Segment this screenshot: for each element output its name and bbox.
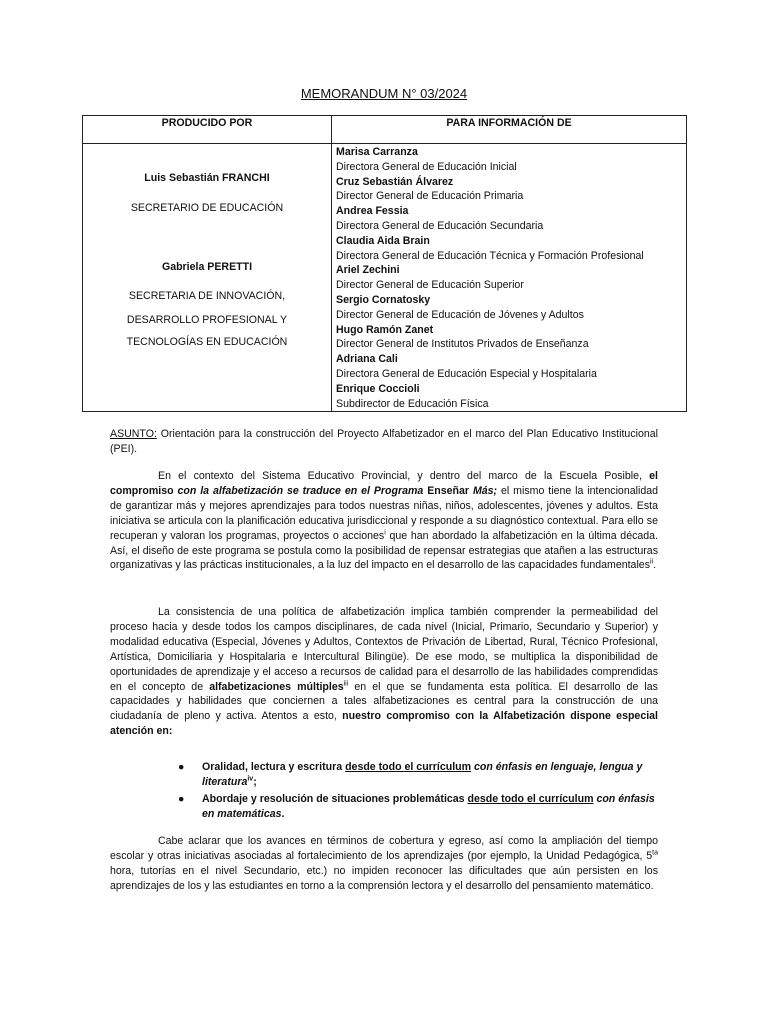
superscript: ta <box>652 849 658 857</box>
producer-role-2-line2: DESARROLLO PROFESIONAL Y <box>126 314 288 326</box>
recipient-role: Directora General de Educación Especial y Hospitalaria <box>336 367 597 380</box>
bullet-icon: ● <box>178 761 185 773</box>
p1-bold: el compromiso <box>110 470 658 497</box>
recipients-cell <box>332 144 687 412</box>
memo-title: MEMORANDUM N° 03/2024 <box>300 86 468 101</box>
paragraph-2 <box>110 605 658 739</box>
col-for-information: PARA INFORMACIÓN DE <box>332 116 687 144</box>
subject-paragraph <box>110 427 658 457</box>
bullet-text: Abordaje y resolución de situaciones problemáticas <box>202 792 468 805</box>
memo-header-table <box>82 115 687 412</box>
p2-bold-term: alfabetizaciones múltiples <box>209 680 344 693</box>
recipient-name: Marisa Carranza <box>336 146 418 158</box>
recipient-name: Sergio Cornatosky <box>336 293 431 306</box>
recipient-name: Cruz Sebastián Álvarez <box>336 175 454 188</box>
bullet-italic: con énfasis en lenguaje, lengua y literatura <box>202 761 643 788</box>
col-produced-by: PRODUCIDO POR <box>83 116 332 144</box>
recipient-role: Director General de Institutos Privados de Enseñanza <box>336 338 589 351</box>
recipient-role: Director General de Educación Primaria <box>336 190 524 203</box>
recipient-name: Andrea Fessia <box>336 205 409 218</box>
producer-role-2-line1: SECRETARIA DE INNOVACIÓN, <box>128 290 286 302</box>
producer-role-2-line3: TECNOLOGÍAS EN EDUCACIÓN <box>126 336 288 348</box>
p1-text-cont: el mismo tiene la intencionalidad de garantizar más y mejores aprendizajes para todos nuestras niñas, niños, adolescentes, jóvenes y adultos. Esta iniciativa se articula con la planificación educativa jurisdiccional y responde a su diagnóstico contextual. Para ello se recuperan y valoran los programas, proyectos o acciones <box>110 484 658 542</box>
recipient-name: Claudia Aida Brain <box>336 234 430 247</box>
bullet-text: Oralidad, lectura y escritura <box>202 761 346 773</box>
bullet-end: ; <box>253 775 257 788</box>
paragraph-3 <box>110 834 658 894</box>
recipient-role: Subdirector de Educación Física <box>336 397 489 410</box>
p2-bold-end: nuestro compromiso con la Alfabetización dispone especial atención en: <box>110 710 658 738</box>
bullet-icon: ● <box>178 792 185 805</box>
p3-text: Cabe aclarar que los avances en términos de cobertura y egreso, así como la ampliación del tiempo escolar y otras iniciativas asociadas al fortalecimiento de los aprendizajes (por ejemplo, la Unidad Pedagógica, 5 <box>110 835 658 862</box>
bullet-end: . <box>281 807 285 820</box>
p1-bold-italic: con la alfabetización se traduce en el Programa <box>173 484 428 497</box>
producer-role-1: SECRETARIO DE EDUCACIÓN <box>130 202 284 214</box>
recipient-name: Hugo Ramón Zanet <box>336 323 434 336</box>
producer-name-2: Gabriela PERETTI <box>161 261 253 273</box>
p2-text-cont: en el que se fundamenta esta política. El desarrollo de las capacidades y habilidades que conciernen a tales alfabetizaciones es central para la construcción de una ciudadanía de pleno y activa. Atentos a esto, <box>110 680 658 723</box>
footnote-ref: i <box>384 529 386 537</box>
p1-text-cont2: que han abordado la alfabetización en la última década. Así, el diseño de este programa se postula como la posibilidad de repensar estrategias que atañen a las estructuras organizativas y las prácticas institucionales, a la luz del impacto en el desarrollo de las capacidades fundamentales <box>110 529 659 572</box>
p1-program-suffix: Más; <box>469 484 498 497</box>
subject-label: ASUNTO: <box>110 428 157 440</box>
list-item <box>178 760 658 790</box>
recipient-role: Directora General de Educación Inicial <box>336 160 517 173</box>
p1-end: . <box>653 559 657 572</box>
recipient-role: Directora General de Educación Secundaria <box>336 219 544 232</box>
footnote-ref: iv <box>247 775 254 783</box>
p1-text: En el contexto del Sistema Educativo Provincial, y dentro del marco de la Escuela Posible, <box>158 470 650 482</box>
recipient-role: Director General de Educación de Jóvenes y Adultos <box>336 308 584 321</box>
recipient-name: Enrique Coccioli <box>336 382 420 395</box>
footnote-ref: iii <box>343 680 349 687</box>
footnote-ref: ii <box>650 558 654 566</box>
bullet-list <box>178 760 658 824</box>
recipient-name: Ariel Zechini <box>336 264 400 277</box>
recipient-role: Director General de Educación Superior <box>336 279 524 292</box>
bullet-italic: con énfasis en matemáticas <box>202 792 655 820</box>
bullet-underline: desde todo el currículum <box>345 761 472 773</box>
producers-cell <box>83 144 332 412</box>
p2-text: La consistencia de una política de alfabetización implica también comprender la permeabilidad del proceso hacia y desde todos los campos disciplinares, de cada nivel (Inicial, Primario, Secundario y Superior) y modalidad educativa (Especial, Jóvenes y Adultos, Contextos de Privación de Libertad, Rural, Técnico Profesional, Artística, Domiciliaria y Hospitalaria e Intercultural Bilingüe). De ese modo, se multiplica la disponibilidad de oportunidades de aprendizaje y el acceso a recursos de calidad para el desarrollo de las habilidades comprendidas en el concepto de <box>110 606 658 693</box>
paragraph-1 <box>110 469 658 573</box>
subject-text: Orientación para la construcción del Proyecto Alfabetizador en el marco del Plan Educativo Institucional (PEI). <box>110 428 658 455</box>
list-item <box>178 792 658 822</box>
bullet-underline: desde todo el currículum <box>467 792 594 805</box>
recipient-role: Directora General de Educación Técnica y Formación Profesional <box>336 249 644 262</box>
recipient-name: Adriana Cali <box>336 353 398 366</box>
p3-text-cont: hora, tutorías en el nivel Secundario, etc.) no impiden reconocer las dificultades que aún persisten en los aprendizajes de los y las estudiantes en torno a la comprensión lectora y el desarrollo del pensamiento matemático. <box>110 864 658 892</box>
producer-name-1: Luis Sebastián FRANCHI <box>144 172 270 184</box>
p1-program-name: Enseñar <box>427 484 470 497</box>
